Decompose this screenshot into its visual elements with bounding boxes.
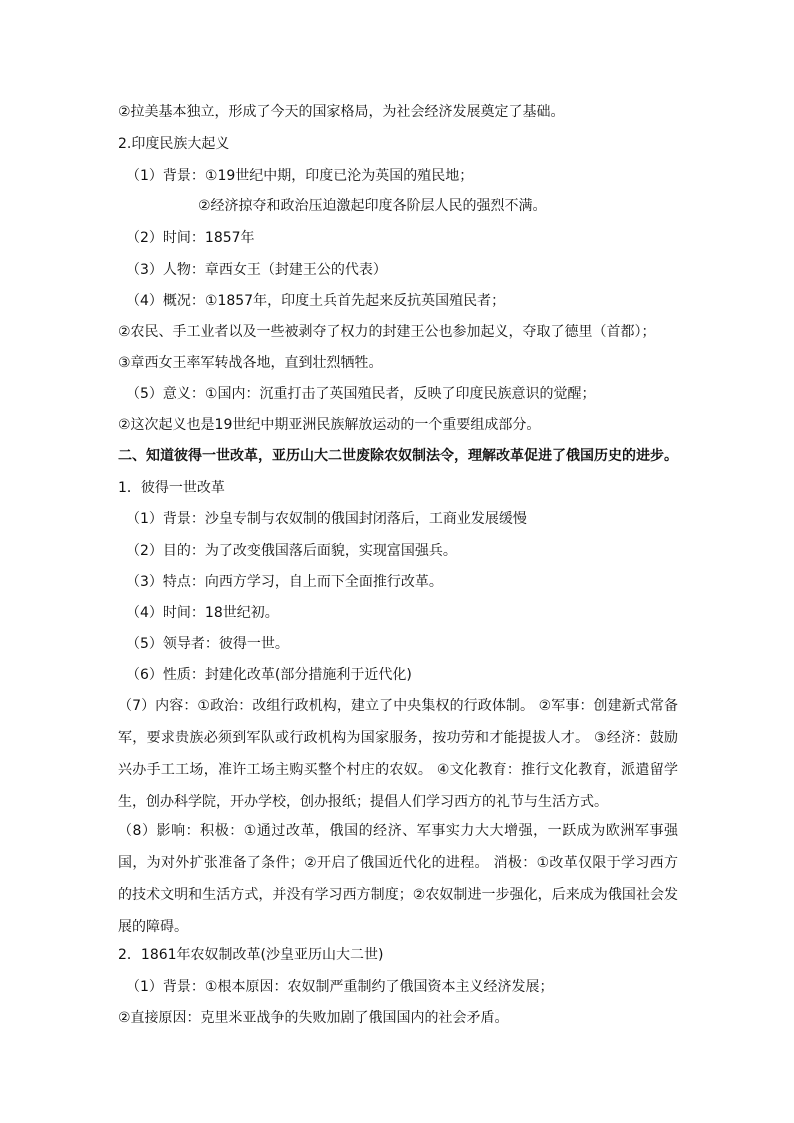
text-line: ②这次起义也是19世纪中期亚洲民族解放运动的一个重要组成部分。 — [118, 417, 541, 433]
text-line: （6）性质：封建化改革(部分措施利于近代化) — [126, 667, 412, 683]
text-line: （4）概况：①1857年，印度土兵首先起来反抗英国殖民者； — [126, 293, 506, 309]
section-heading: 二、知道彼得一世改革，亚历山大二世废除农奴制法令，理解改革促进了俄国历史的进步。 — [118, 448, 678, 464]
text-line: ③章西女王率军转战各地，直到壮烈牺牲。 — [118, 355, 383, 371]
section-heading: 2.印度民族大起义 — [118, 136, 230, 152]
text-line: ②直接原因：克里米亚战争的失败加剧了俄国国内的社会矛盾。 — [118, 1010, 509, 1026]
text-line: ②拉美基本独立，形成了今天的国家格局，为社会经济发展奠定了基础。 — [118, 104, 565, 120]
text-line: （3）人物：章西女王（封建王公的代表） — [126, 262, 387, 278]
text-line: （5）意义：①国内：沉重打击了英国殖民者，反映了印度民族意识的觉醒； — [126, 386, 596, 402]
text-line: （1）背景：①19世纪中期，印度已沦为英国的殖民地； — [126, 168, 474, 184]
text-paragraph: （8）影响：积极：①通过改革，俄国的经济、军事实力大大增强，一跃成为欧洲军事强国，为对外扩张准备了条件；②开启了俄国近代化的进程。 消极：①改革仅限于学习西方的技术文明和生活方式，并没有学习西方制度；②农奴制进一步强化，后来成为俄国社会发展的障碍。 — [118, 823, 678, 935]
text-line: （4）时间：18世纪初。 — [126, 605, 279, 621]
section-heading: 2．1861年农奴制改革(沙皇亚历山大二世) — [118, 947, 384, 963]
text-line: （2）目的：为了改变俄国落后面貌，实现富国强兵。 — [126, 543, 457, 559]
text-line: （1）背景：沙皇专制与农奴制的俄国封闭落后，工商业发展缓慢 — [126, 511, 527, 527]
text-line: ②农民、手工业者以及一些被剥夺了权力的封建王公也参加起义，夺取了德里（首都）； — [118, 324, 656, 340]
text-line: ②经济掠夺和政治压迫激起印度各阶层人民的强烈不满。 — [198, 198, 547, 214]
section-heading: 1．彼得一世改革 — [118, 480, 225, 496]
text-line: （1）背景：①根本原因：农奴制严重制约了俄国资本主义经济发展； — [126, 979, 554, 995]
text-paragraph: （7）内容：①政治：改组行政机构，建立了中央集权的行政体制。 ②军事：创建新式常备军，要求贵族必须到军队或行政机构为国家服务，按功劳和才能提拔人才。 ③经济：鼓励兴办手工工场，准许工场主购买整个村庄的农奴。 ④文化教育：推行文化教育，派遣留学生，创办科学院，开办学校，创办报纸；提倡人们学习西方的礼节与生活方式。 — [118, 698, 678, 810]
text-line: （2）时间：1857年 — [126, 230, 255, 246]
text-line: （5）领导者：彼得一世。 — [126, 636, 289, 652]
text-line: （3）特点：向西方学习，自上而下全面推行改革。 — [126, 574, 443, 590]
